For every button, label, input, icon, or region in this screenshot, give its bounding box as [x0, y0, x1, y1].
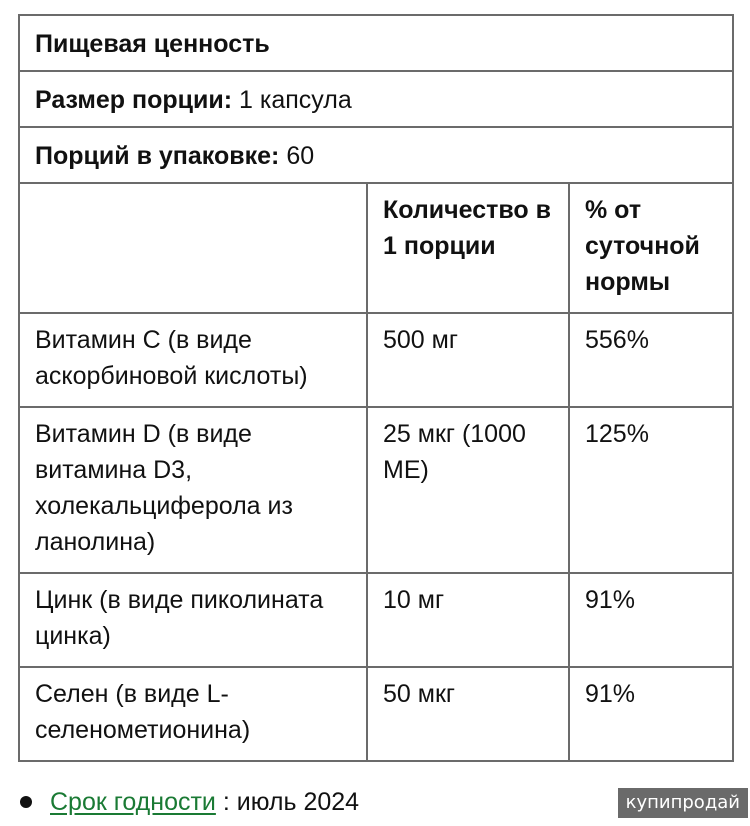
expiry-value: июль 2024 [236, 788, 360, 816]
header-amount: Количество в 1 порции [367, 183, 569, 313]
serving-size-row [19, 71, 733, 127]
nutrient-amount: 50 мкг [367, 667, 569, 761]
nutrient-daily-value: 556% [569, 313, 733, 407]
expiry-list-item [18, 784, 359, 820]
nutrient-daily-value: 125% [569, 407, 733, 573]
servings-value: 60 [286, 142, 315, 170]
nutrient-name: Витамин D (в виде витамина D3, холекальциферола из ланолина) [19, 407, 367, 573]
serving-size-value: 1 капсула [239, 86, 352, 114]
servings-cell [19, 127, 733, 183]
nutrient-name: Витамин C (в виде аскорбиновой кислоты) [19, 313, 367, 407]
header-row [19, 183, 733, 313]
nutrition-facts-table [18, 14, 734, 762]
expiry-separator: : [215, 788, 237, 816]
servings-row [19, 127, 733, 183]
expiry-link[interactable]: Срок годности [50, 788, 216, 816]
nutrient-amount: 25 мкг (1000 МЕ) [367, 407, 569, 573]
nutrient-amount: 10 мг [367, 573, 569, 667]
nutrient-daily-value: 91% [569, 667, 733, 761]
table-row [19, 573, 733, 667]
nutrient-name: Цинк (в виде пиколината цинка) [19, 573, 367, 667]
title-row [19, 15, 733, 71]
nutrient-name: Селен (в виде L-селенометионина) [19, 667, 367, 761]
watermark-logo: купипродай [618, 788, 748, 818]
header-daily-value: % от суточной нормы [569, 183, 733, 313]
nutrient-daily-value: 91% [569, 573, 733, 667]
table-title: Пищевая ценность [35, 30, 270, 58]
nutrient-amount: 500 мг [367, 313, 569, 407]
bullet-icon [20, 796, 32, 808]
table-row [19, 407, 733, 573]
servings-label: Порций в упаковке: [35, 142, 280, 170]
header-empty [19, 183, 367, 313]
table-row [19, 313, 733, 407]
serving-size-label: Размер порции: [35, 86, 233, 114]
serving-size-cell [19, 71, 733, 127]
table-title-cell [19, 15, 733, 71]
table-row [19, 667, 733, 761]
